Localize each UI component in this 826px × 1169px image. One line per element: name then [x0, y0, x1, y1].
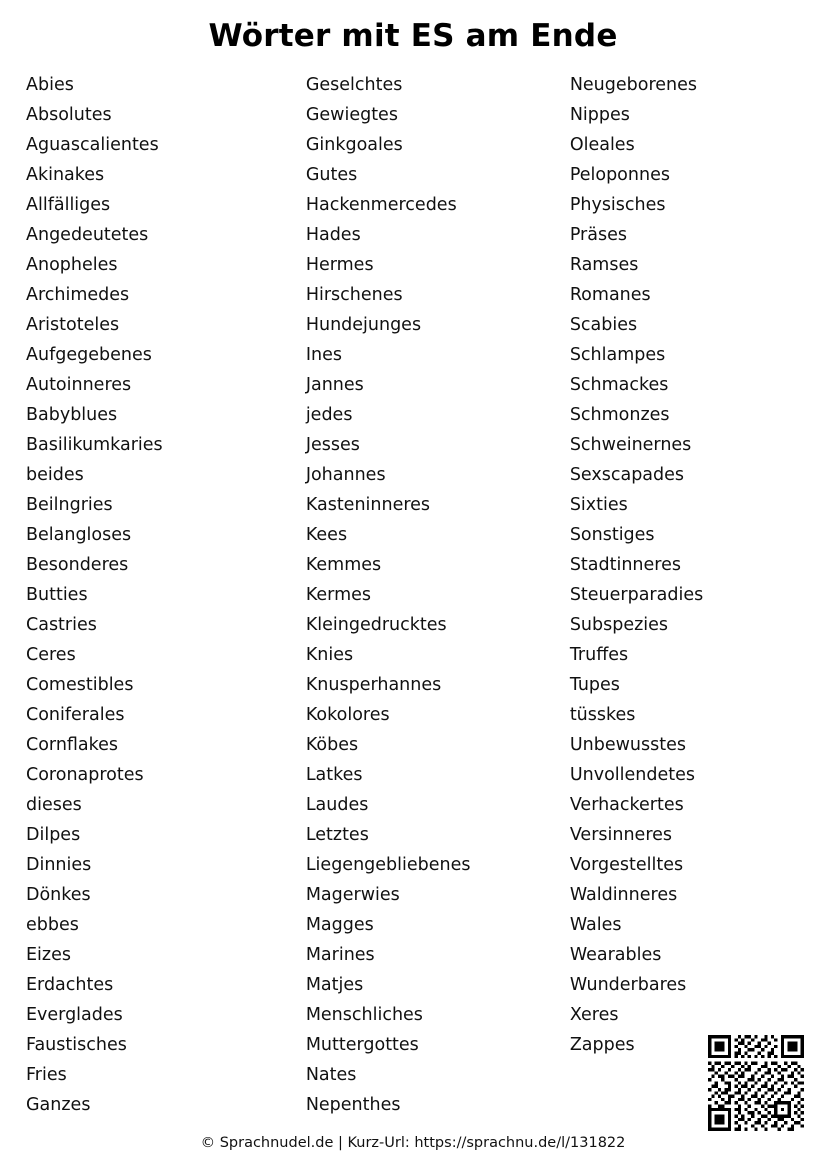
word-item: Scabies: [569, 315, 638, 335]
word-item: Romanes: [569, 285, 651, 305]
word-item: Neugeborenes: [569, 75, 698, 95]
word-item: Wearables: [569, 945, 662, 965]
word-item: Köbes: [305, 735, 359, 755]
word-item: Dönkes: [26, 885, 91, 905]
word-item: Nepenthes: [305, 1095, 401, 1115]
word-item: Hirschenes: [305, 285, 403, 305]
footer-copyright: © Sprachnudel.de | Kurz-Url: https://sprachnu.de/l/131822: [200, 1135, 626, 1151]
word-item: Menschliches: [305, 1005, 423, 1025]
word-item: beides: [26, 465, 84, 485]
word-item: Ginkgoales: [305, 135, 403, 155]
word-item: Schlampes: [569, 345, 666, 365]
word-item: Wunderbares: [569, 975, 687, 995]
word-item: Latkes: [305, 765, 363, 785]
word-item: Erdachtes: [26, 975, 114, 995]
word-item: Basilikumkaries: [26, 435, 163, 455]
word-item: Unvollendetes: [569, 765, 695, 785]
word-item: Kermes: [305, 585, 372, 605]
word-item: Belangloses: [26, 525, 132, 545]
word-item: Butties: [26, 585, 88, 605]
word-item: Ramses: [569, 255, 639, 275]
word-item: Gutes: [305, 165, 358, 185]
word-item: Beilngries: [26, 495, 113, 515]
word-item: Marines: [305, 945, 375, 965]
word-item: Magerwies: [305, 885, 400, 905]
word-item: Fries: [26, 1065, 67, 1085]
word-item: Versinneres: [569, 825, 673, 845]
word-item: Tupes: [569, 675, 620, 695]
word-item: Oleales: [569, 135, 635, 155]
word-item: Hundejunges: [305, 315, 422, 335]
word-item: Laudes: [305, 795, 369, 815]
word-columns: [20, 70, 806, 1120]
word-item: Babyblues: [26, 405, 118, 425]
word-item: Aguascalientes: [26, 135, 159, 155]
word-item: Unbewusstes: [569, 735, 686, 755]
word-item: Vorgestelltes: [569, 855, 684, 875]
word-item: Abies: [26, 75, 74, 95]
word-column-2: [284, 70, 545, 1120]
word-item: Cornflakes: [26, 735, 119, 755]
word-item: Dinnies: [26, 855, 92, 875]
word-item: Hermes: [305, 255, 374, 275]
word-item: Muttergottes: [305, 1035, 419, 1055]
word-item: Aristoteles: [26, 315, 120, 335]
word-item: Allfälliges: [26, 195, 111, 215]
word-item: Hades: [305, 225, 361, 245]
word-item: Akinakes: [26, 165, 105, 185]
word-item: Aufgegebenes: [26, 345, 152, 365]
word-item: Ganzes: [26, 1095, 91, 1115]
word-item: Autoinneres: [26, 375, 132, 395]
word-item: Gewiegtes: [305, 105, 398, 125]
word-item: Sonstiges: [569, 525, 655, 545]
word-item: Ines: [305, 345, 342, 365]
word-item: Dilpes: [26, 825, 81, 845]
word-item: Sixties: [569, 495, 628, 515]
word-column-3: [545, 70, 806, 1060]
word-item: Waldinneres: [569, 885, 678, 905]
word-item: Liegengebliebenes: [305, 855, 471, 875]
word-item: Sexscapades: [569, 465, 685, 485]
word-item: Letztes: [305, 825, 369, 845]
word-item: tüsskes: [569, 705, 636, 725]
word-column-1: [24, 70, 284, 1120]
word-item: Hackenmercedes: [305, 195, 457, 215]
word-item: Jannes: [305, 375, 364, 395]
word-item: Anopheles: [26, 255, 118, 275]
word-item: Physisches: [569, 195, 666, 215]
word-item: Kasteninneres: [305, 495, 431, 515]
word-item: Zappes: [569, 1035, 635, 1055]
word-item: Castries: [26, 615, 97, 635]
word-item: jedes: [305, 405, 353, 425]
word-item: Ceres: [26, 645, 76, 665]
word-item: Jesses: [305, 435, 360, 455]
word-item: Absolutes: [26, 105, 112, 125]
word-item: ebbes: [26, 915, 79, 935]
word-item: Schweinernes: [569, 435, 692, 455]
word-item: Nippes: [569, 105, 630, 125]
word-item: Truffes: [569, 645, 629, 665]
page-title: Wörter mit ES am Ende: [208, 18, 618, 54]
word-item: Knies: [305, 645, 354, 665]
word-item: Besonderes: [26, 555, 129, 575]
word-item: Matjes: [305, 975, 364, 995]
word-item: Knusperhannes: [305, 675, 442, 695]
word-item: Kokolores: [305, 705, 390, 725]
word-item: Steuerparadies: [569, 585, 704, 605]
word-item: Coniferales: [26, 705, 125, 725]
word-item: Angedeutetes: [26, 225, 149, 245]
word-item: Coronaprotes: [26, 765, 144, 785]
word-item: Kees: [305, 525, 348, 545]
word-item: Schmonzes: [569, 405, 670, 425]
word-item: Stadtinneres: [569, 555, 681, 575]
word-item: Johannes: [305, 465, 386, 485]
word-item: Kleingedrucktes: [305, 615, 447, 635]
qr-code: [708, 1035, 804, 1131]
word-item: Verhackertes: [569, 795, 684, 815]
word-item: Eizes: [26, 945, 71, 965]
word-item: Präses: [569, 225, 627, 245]
word-item: dieses: [26, 795, 82, 815]
word-item: Geselchtes: [305, 75, 403, 95]
word-item: Schmackes: [569, 375, 669, 395]
word-item: Faustisches: [26, 1035, 127, 1055]
word-item: Nates: [305, 1065, 357, 1085]
word-item: Archimedes: [26, 285, 130, 305]
word-item: Comestibles: [26, 675, 134, 695]
word-item: Everglades: [26, 1005, 123, 1025]
word-item: Peloponnes: [569, 165, 670, 185]
word-item: Subspezies: [569, 615, 669, 635]
word-item: Magges: [305, 915, 374, 935]
word-item: Xeres: [569, 1005, 619, 1025]
word-item: Wales: [569, 915, 622, 935]
word-item: Kemmes: [305, 555, 382, 575]
